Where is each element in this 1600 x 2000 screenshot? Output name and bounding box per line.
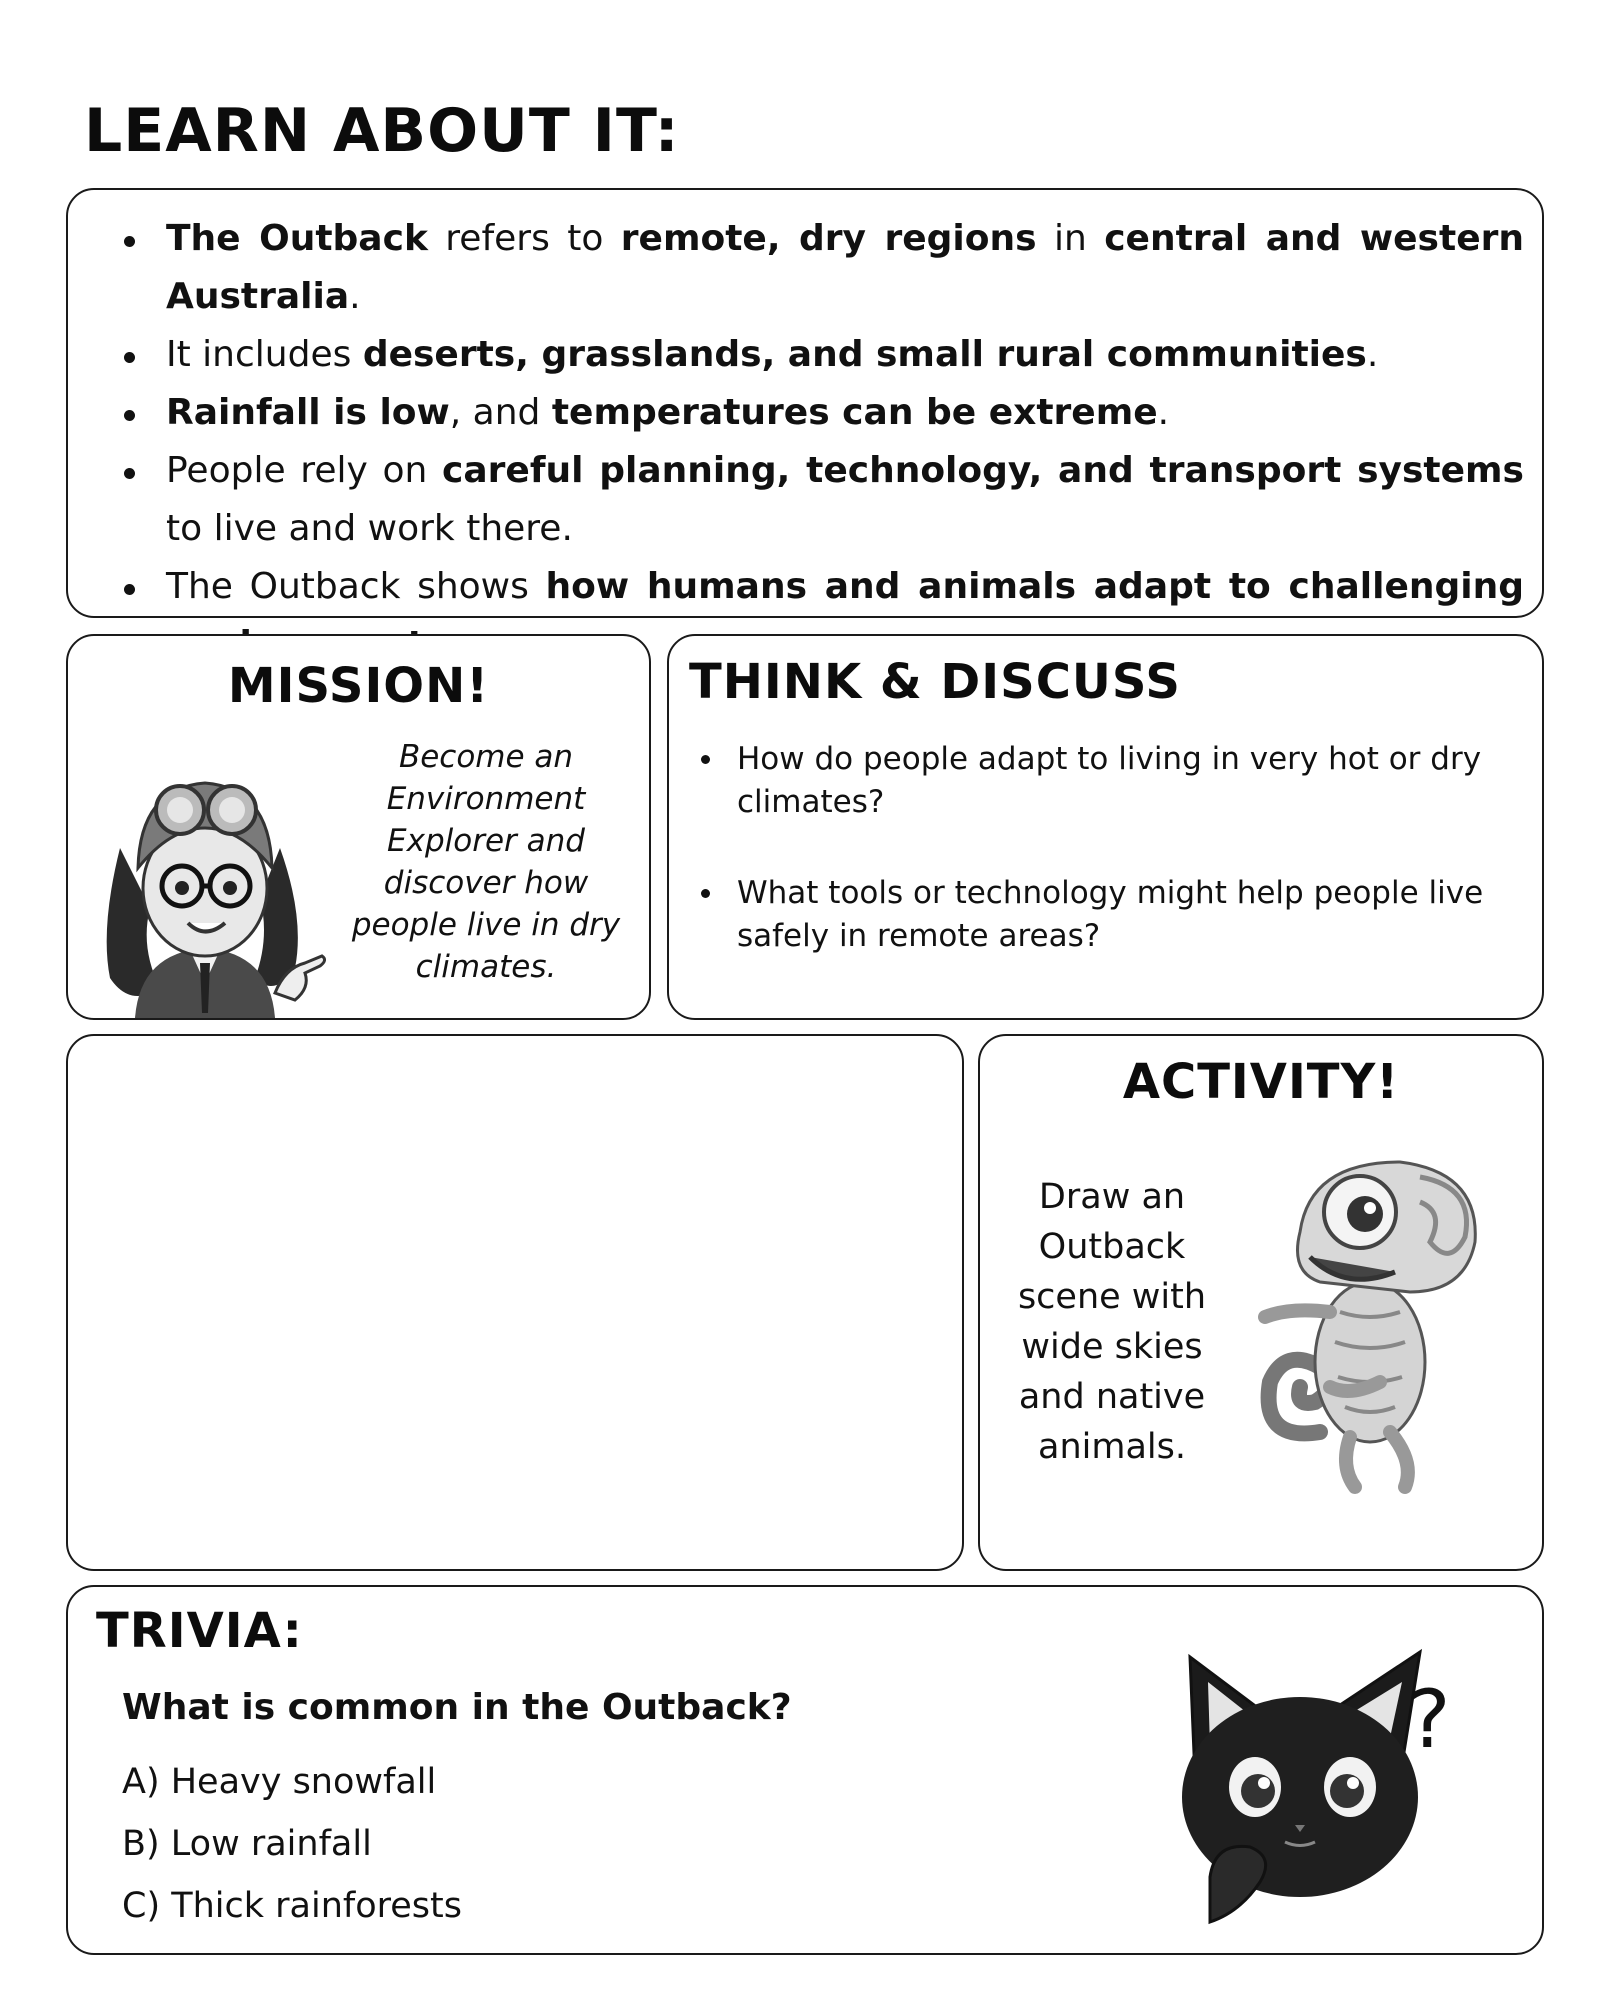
learn-item-text: It includes (166, 334, 363, 375)
learn-list (124, 210, 1524, 674)
learn-item-text: refers to (427, 218, 621, 259)
activity-text: Draw an Outback scene with wide skies and native animals. (1017, 1177, 1207, 1467)
learn-item-bold-text: deserts, grasslands, and small rural communities (362, 334, 1367, 375)
cat-illustration (1150, 1637, 1450, 1937)
learn-item-text: The Outback shows (166, 566, 546, 607)
trivia-box (66, 1585, 1544, 1955)
learn-item-text: , and (449, 392, 552, 433)
learn-item (124, 210, 1524, 326)
think-list (701, 738, 1512, 1006)
trivia-question: What is common in the Outback? (122, 1687, 792, 1728)
think-question: How do people adapt to living in very hot or dry climates? (701, 738, 1512, 824)
learn-item-text: to live and work there. (166, 508, 573, 549)
learn-item-bold-text: Rainfall is low (166, 392, 450, 433)
learn-item-bold-text: careful planning, technology, and transport systems (442, 450, 1524, 491)
think-question: What tools or technology might help people live safely in remote areas? (701, 872, 1512, 958)
learn-item-bold-text: temperatures can be extreme (551, 392, 1158, 433)
learn-item (124, 384, 1524, 442)
learn-item-text: in (1036, 218, 1105, 259)
learn-item-text: People rely on (166, 450, 443, 491)
mission-text: Become an Environment Explorer and discover how people live in dry climates. (351, 739, 621, 985)
learn-item-text: . (1366, 334, 1379, 375)
activity-box (978, 1034, 1544, 1571)
learn-item-bold-text: remote, dry regions (620, 218, 1037, 259)
trivia-options (122, 1751, 462, 1937)
trivia-option-b[interactable]: B) Low rainfall (122, 1824, 372, 1864)
explorer-girl-illustration (80, 728, 330, 1018)
learn-item-bold-text: central and western Australia (166, 218, 1524, 317)
chameleon-illustration (1230, 1132, 1530, 1512)
think-box (667, 634, 1544, 1020)
question-mark: ? (1408, 1673, 1450, 1766)
trivia-option-c[interactable]: C) Thick rainforests (122, 1886, 462, 1926)
drawing-area[interactable] (66, 1034, 964, 1571)
learn-item-bold-text: how humans and animals adapt to challenging (545, 566, 1525, 607)
trivia-option-a[interactable]: A) Heavy snowfall (122, 1762, 437, 1802)
learn-box (66, 188, 1544, 618)
trivia-title: TRIVIA: (96, 1603, 303, 1659)
mission-box (66, 634, 651, 1020)
learn-item-bold-text: The Outback (166, 218, 428, 259)
learn-item (124, 326, 1524, 384)
learn-item (124, 442, 1524, 558)
page-title: LEARN ABOUT IT: (84, 96, 680, 166)
activity-title: ACTIVITY! (1122, 1054, 1400, 1110)
learn-item-text: . (1157, 392, 1170, 433)
mission-title: MISSION! (227, 658, 490, 714)
think-title: THINK & DISCUSS (689, 654, 1181, 710)
learn-item-text: . (349, 276, 361, 317)
